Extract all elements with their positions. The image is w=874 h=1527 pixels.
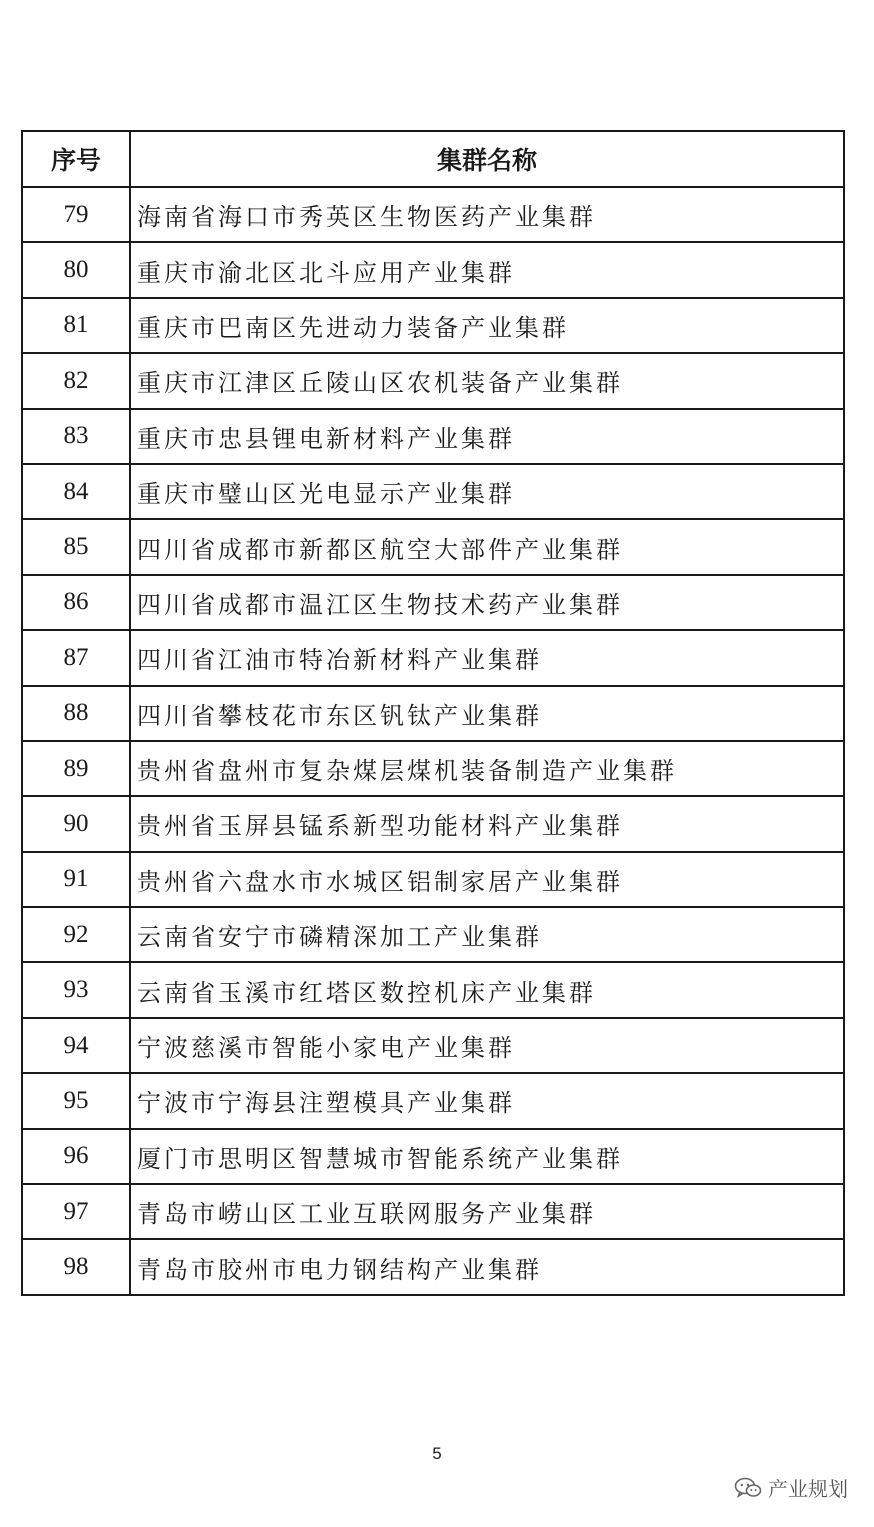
header-name: 集群名称 [130,131,844,187]
header-index: 序号 [22,131,130,187]
row-index: 91 [22,852,130,907]
cluster-name: 重庆市江津区丘陵山区农机装备产业集群 [130,353,844,408]
row-index: 92 [22,907,130,962]
page-number: 5 [432,1444,442,1463]
table-row [22,907,844,962]
cluster-name: 海南省海口市秀英区生物医药产业集群 [130,187,844,242]
watermark-text: 产业规划 [768,1477,848,1501]
watermark [734,1473,848,1502]
cluster-table [21,130,845,1296]
table-row [22,852,844,907]
cluster-name: 云南省玉溪市红塔区数控机床产业集群 [130,962,844,1017]
cluster-name: 四川省江油市特冶新材料产业集群 [130,630,844,685]
cluster-name: 青岛市胶州市电力钢结构产业集群 [130,1239,844,1294]
table-row [22,1018,844,1073]
cluster-name: 重庆市忠县锂电新材料产业集群 [130,409,844,464]
row-index: 87 [22,630,130,685]
row-index: 94 [22,1018,130,1073]
row-index: 93 [22,962,130,1017]
table-body [22,187,844,1295]
cluster-name: 贵州省六盘水市水城区铝制家居产业集群 [130,852,844,907]
row-index: 84 [22,464,130,519]
table-row [22,409,844,464]
row-index: 90 [22,796,130,851]
cluster-name: 四川省成都市温江区生物技术药产业集群 [130,575,844,630]
cluster-name: 宁波慈溪市智能小家电产业集群 [130,1018,844,1073]
table-row [22,630,844,685]
wechat-icon [734,1477,762,1499]
table-row [22,1239,844,1294]
row-index: 83 [22,409,130,464]
table-header-row [22,131,844,187]
row-index: 86 [22,575,130,630]
table-row [22,1129,844,1184]
row-index: 89 [22,741,130,796]
row-index: 88 [22,686,130,741]
table-row [22,187,844,242]
row-index: 81 [22,298,130,353]
cluster-name: 四川省成都市新都区航空大部件产业集群 [130,519,844,574]
table-row [22,519,844,574]
table-row [22,464,844,519]
table-row [22,741,844,796]
cluster-name: 重庆市渝北区北斗应用产业集群 [130,242,844,297]
table-row [22,242,844,297]
row-index: 85 [22,519,130,574]
row-index: 98 [22,1239,130,1294]
row-index: 95 [22,1073,130,1128]
cluster-name: 厦门市思明区智慧城市智能系统产业集群 [130,1129,844,1184]
row-index: 96 [22,1129,130,1184]
table-row [22,353,844,408]
cluster-name: 宁波市宁海县注塑模具产业集群 [130,1073,844,1128]
row-index: 80 [22,242,130,297]
table-row [22,575,844,630]
table-row [22,686,844,741]
table-row [22,1184,844,1239]
cluster-name: 青岛市崂山区工业互联网服务产业集群 [130,1184,844,1239]
cluster-name: 贵州省盘州市复杂煤层煤机装备制造产业集群 [130,741,844,796]
table-row [22,796,844,851]
row-index: 82 [22,353,130,408]
cluster-name: 云南省安宁市磷精深加工产业集群 [130,907,844,962]
row-index: 79 [22,187,130,242]
table-row [22,962,844,1017]
table-row [22,298,844,353]
table-row [22,1073,844,1128]
cluster-name: 重庆市璧山区光电显示产业集群 [130,464,844,519]
cluster-name: 四川省攀枝花市东区钒钛产业集群 [130,686,844,741]
cluster-name: 重庆市巴南区先进动力装备产业集群 [130,298,844,353]
row-index: 97 [22,1184,130,1239]
cluster-name: 贵州省玉屏县锰系新型功能材料产业集群 [130,796,844,851]
